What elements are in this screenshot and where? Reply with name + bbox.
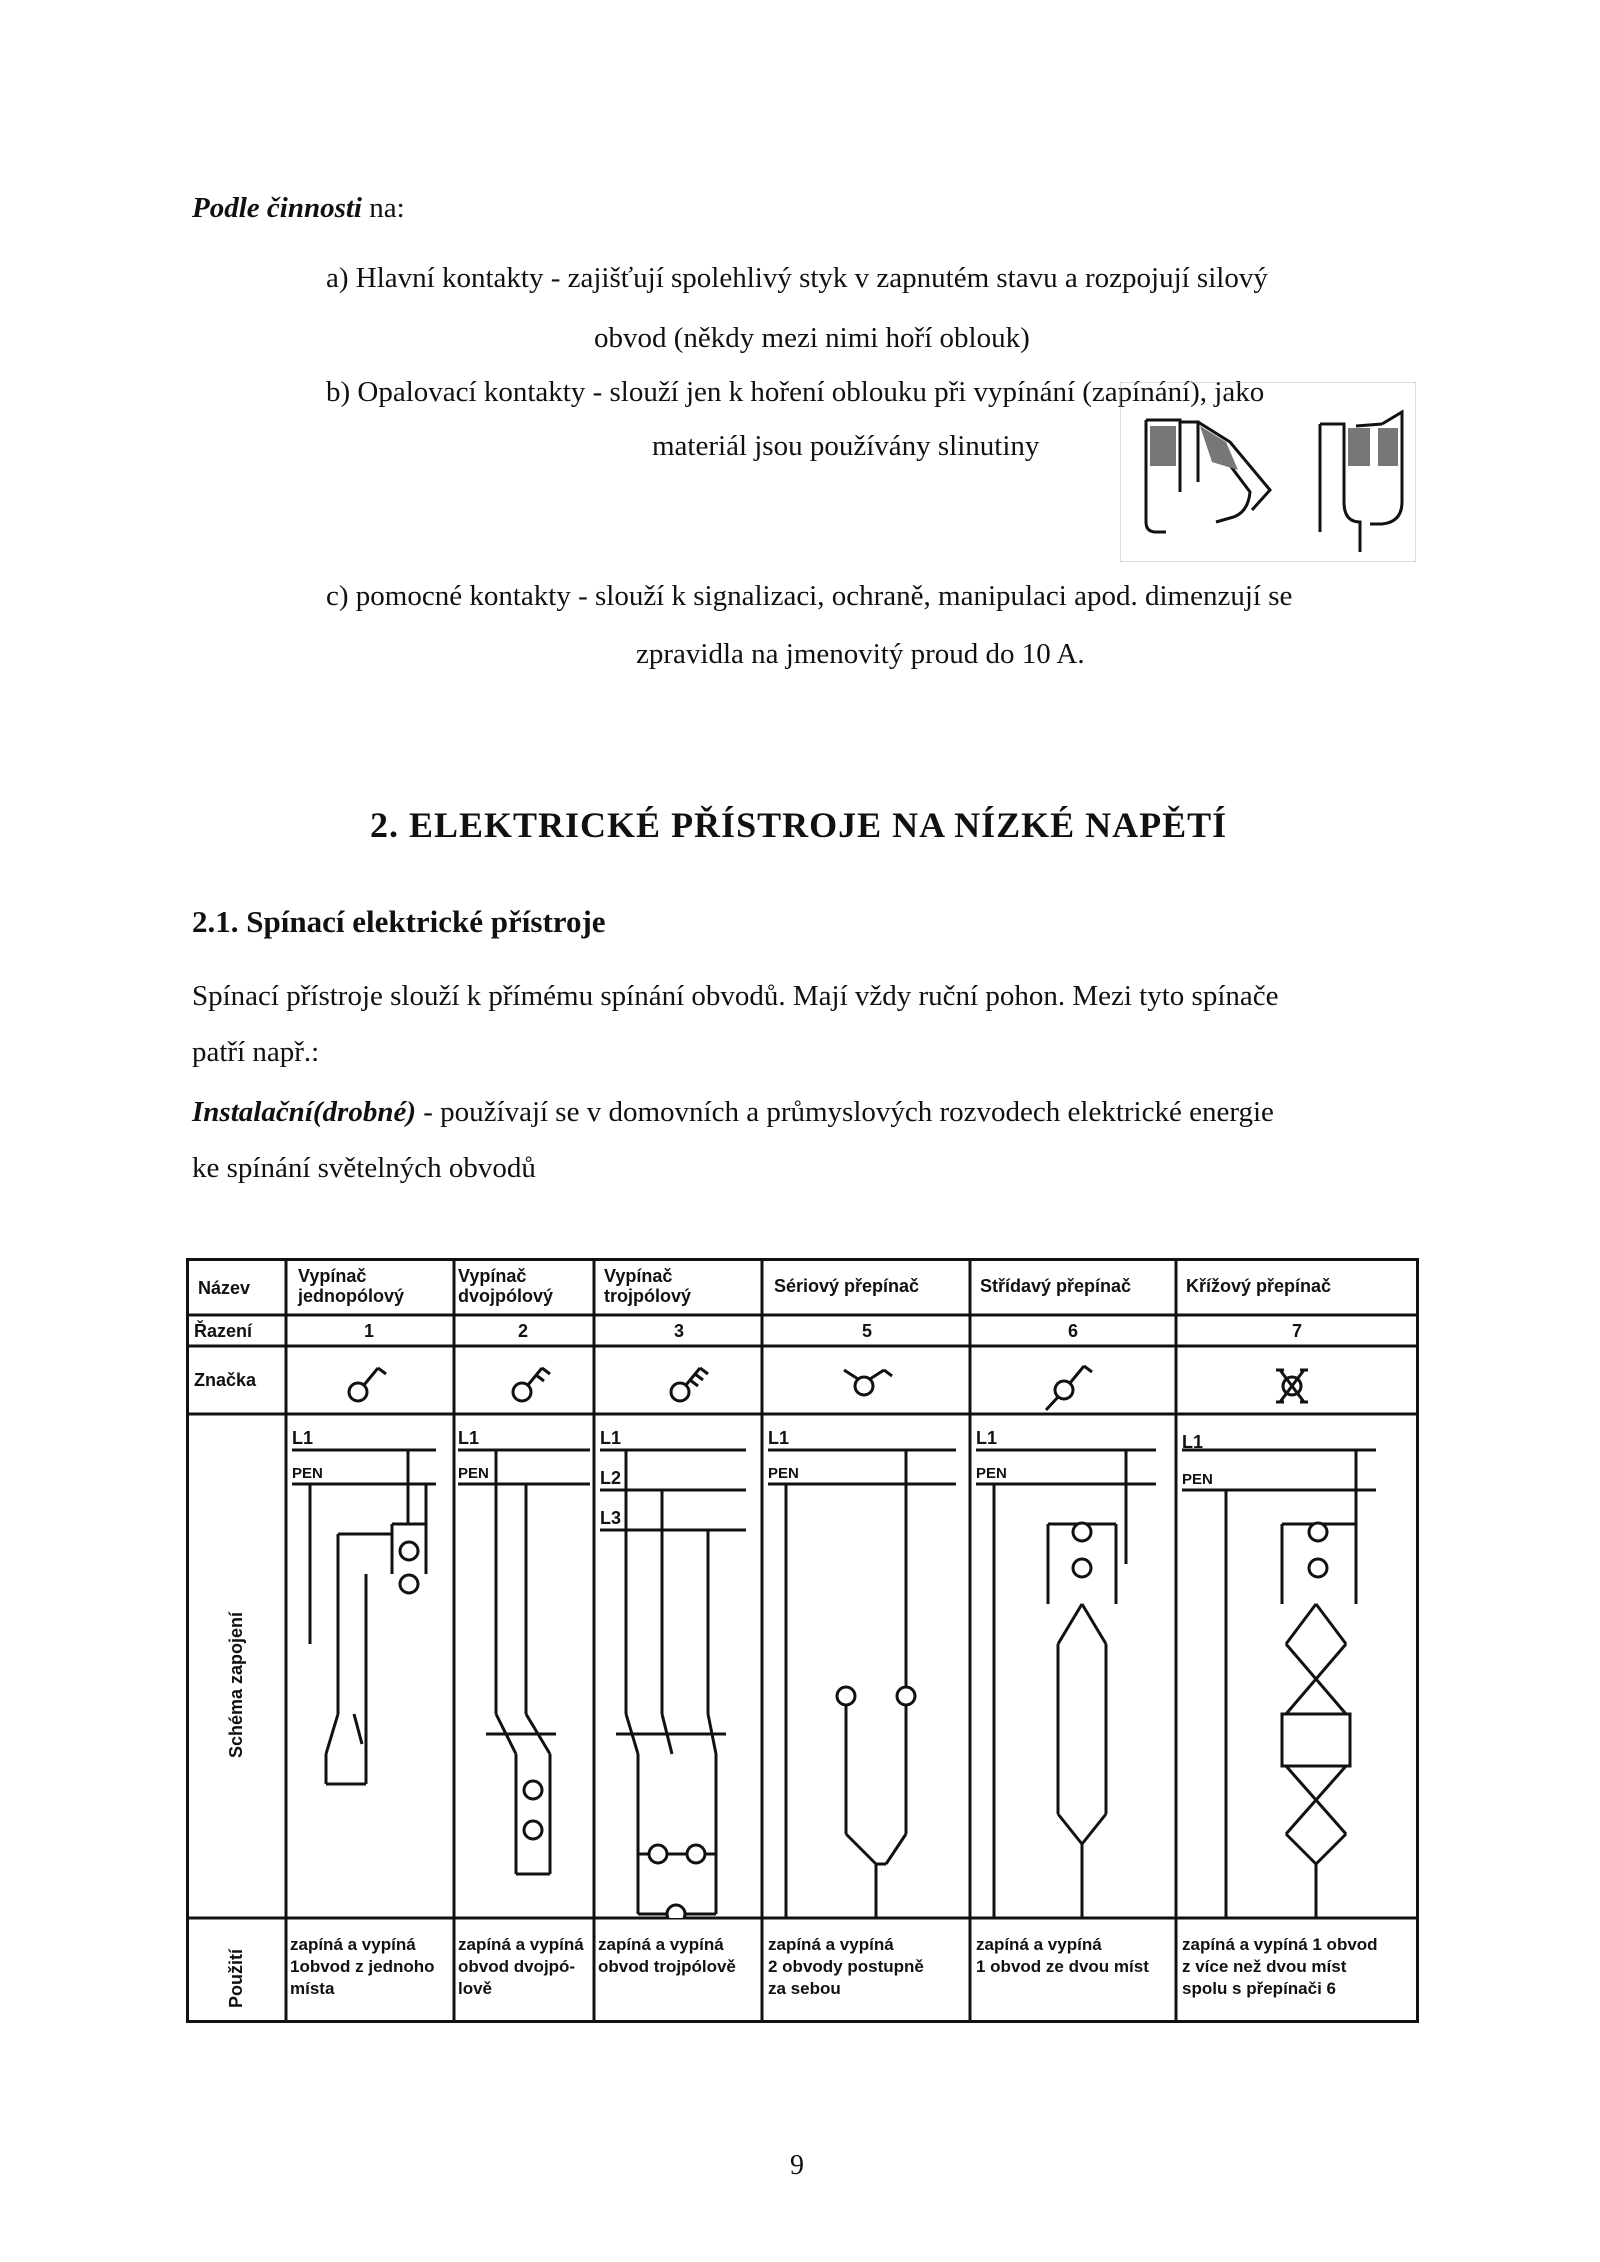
symbol-cross-switch-icon <box>1276 1370 1308 1402</box>
wire-l1-3: L1 <box>600 1428 622 1448</box>
intro-rest: na: <box>361 192 405 224</box>
col-header-2: Vypínač dvojpólový <box>458 1266 554 1306</box>
item-a-line1: a) Hlavní kontakty - zajišťují spolehlivý styk v zapnutém stavu a rozpojují silový <box>326 262 1268 294</box>
item-c-line1: c) pomocné kontakty - slouží k signalizaci, ochraně, manipulaci apod. dimenzují se <box>326 580 1293 612</box>
wire-pen-1: PEN <box>292 1465 323 1482</box>
installation-rest: - používají se v domovních a průmyslových rozvodech elektrické energie <box>415 1096 1274 1128</box>
usage-4: zapíná a vypíná 2 obvody postupně za sebou <box>768 1935 924 1998</box>
wire-l1-4: L1 <box>768 1428 790 1448</box>
contacts-illustration <box>1120 382 1416 562</box>
subsection-heading: 2.1. Spínací elektrické přístroje <box>192 904 606 939</box>
col-header-5: Střídavý přepínač <box>980 1276 1132 1296</box>
wire-l2-3: L2 <box>600 1468 622 1488</box>
col-header-4: Sériový přepínač <box>774 1276 920 1296</box>
intro-line <box>192 190 405 226</box>
item-b-line2: materiál jsou používány slinutiny <box>652 430 1040 462</box>
para-line3 <box>192 1094 1274 1130</box>
wire-pen-5: PEN <box>976 1465 1007 1482</box>
wiring-schematics <box>186 1414 1419 1918</box>
row-label-symbol: Značka <box>194 1370 257 1390</box>
symbol-changeover-switch-icon <box>1046 1366 1092 1410</box>
wire-l1-6: L1 <box>1182 1432 1204 1452</box>
row-label-name: Název <box>198 1278 251 1298</box>
switch-symbols <box>286 1346 1419 1414</box>
col-header-3: Vypínač trojpólový <box>604 1266 692 1306</box>
order-3: 3 <box>674 1321 685 1341</box>
switch-table <box>186 1258 1419 2023</box>
wire-pen-4: PEN <box>768 1465 799 1482</box>
wire-l3-3: L3 <box>600 1508 622 1528</box>
symbol-single-pole-icon <box>349 1368 386 1401</box>
usage-6: zapíná a vypíná 1 obvod z více než dvou míst spolu s přepínači 6 <box>1182 1935 1378 1998</box>
usage-5: zapíná a vypíná 1 obvod ze dvou míst <box>976 1935 1149 1976</box>
symbol-triple-pole-icon <box>671 1368 708 1401</box>
installation-label: Instalační(drobné) <box>192 1096 416 1128</box>
usage-2: zapíná a vypíná obvod dvojpó- lově <box>458 1935 584 1998</box>
para-line1: Spínací přístroje slouží k přímému spínání obvodů. Mají vždy ruční pohon. Mezi tyto spínače <box>192 980 1279 1012</box>
row-label-order: Řazení <box>194 1321 253 1341</box>
item-b-line1: b) Opalovací kontakty - slouží jen k hoření oblouku při vypínání (zapínání), jako <box>326 376 1265 408</box>
para-line2: patří např.: <box>192 1036 320 1068</box>
col-header-6: Křížový přepínač <box>1186 1276 1332 1296</box>
symbol-series-switch-icon <box>844 1370 892 1395</box>
row-label-usage: Použití <box>226 1949 246 2008</box>
section-heading: 2. ELEKTRICKÉ PŘÍSTROJE NA NÍZKÉ NAPĚTÍ <box>370 805 1228 845</box>
wire-l1-5: L1 <box>976 1428 998 1448</box>
col-header-1: Vypínač jednopólový <box>298 1266 405 1306</box>
para-line4: ke spínání světelných obvodů <box>192 1152 536 1184</box>
order-4: 5 <box>862 1321 873 1341</box>
usage-3: zapíná a vypíná obvod trojpólově <box>598 1935 736 1976</box>
intro-label: Podle činnosti <box>192 192 362 224</box>
order-6: 7 <box>1292 1321 1303 1341</box>
wire-l1-1: L1 <box>292 1428 314 1448</box>
usage-1: zapíná a vypíná 1obvod z jednoho místa <box>290 1935 435 1998</box>
row-label-scheme: Schéma zapojení <box>226 1611 246 1758</box>
wire-pen-2: PEN <box>458 1465 489 1482</box>
item-c-line2: zpravidla na jmenovitý proud do 10 A. <box>636 638 1085 670</box>
order-1: 1 <box>364 1321 375 1341</box>
item-a-line2: obvod (někdy mezi nimi hoří oblouk) <box>594 322 1030 354</box>
symbol-double-pole-icon <box>513 1368 550 1401</box>
order-2: 2 <box>518 1321 529 1341</box>
wire-l1-2: L1 <box>458 1428 480 1448</box>
page-number: 9 <box>790 2150 804 2181</box>
order-5: 6 <box>1068 1321 1079 1341</box>
wire-pen-6: PEN <box>1182 1471 1213 1488</box>
